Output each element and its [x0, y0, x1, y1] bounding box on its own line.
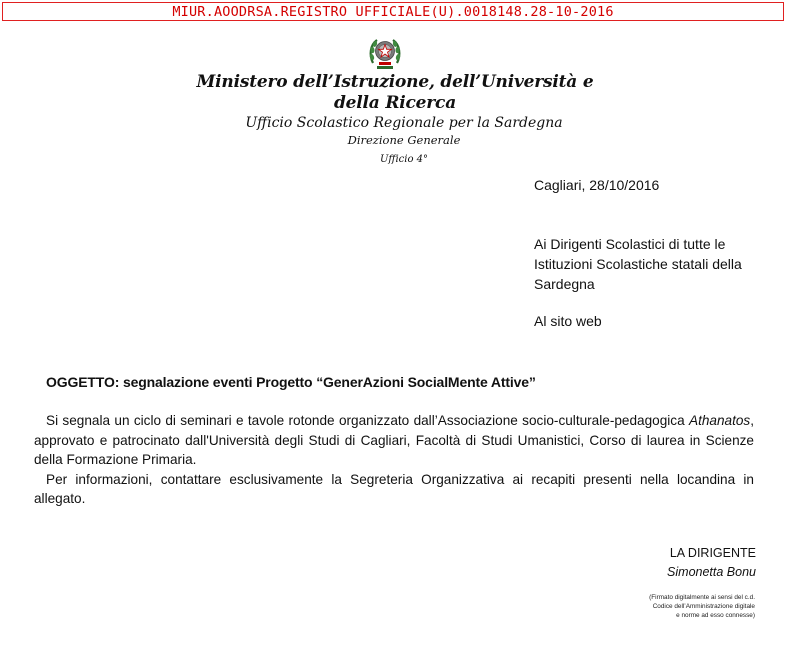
signer-name: Simonetta Bonu	[667, 565, 756, 579]
note-line: (Firmato digitalmente ai sensi del c.d.	[649, 594, 755, 601]
recipients-block	[534, 234, 774, 294]
ministry-name: Ministero dell’Istruzione, dell’Università e della Ricerca	[196, 72, 594, 113]
signature-block	[667, 544, 756, 582]
regional-office: Ufficio Scolastico Regionale per la Sardegna	[245, 115, 563, 131]
digital-signature-note	[605, 593, 755, 620]
body-paragraph-1	[34, 411, 754, 470]
recipient-line: Istituzioni Scolastiche statali della	[534, 256, 742, 272]
recipient-website: Al sito web	[534, 313, 602, 329]
subject-line: OGGETTO: segnalazione eventi Progetto “GenerAzioni SocialMente Attive”	[46, 374, 536, 390]
office-unit: Ufficio 4°	[379, 154, 429, 165]
note-line: e norme ad esso connesse)	[676, 612, 755, 619]
general-direction: Direzione Generale	[347, 133, 461, 147]
recipient-line: Sardegna	[534, 276, 595, 292]
letterhead	[190, 72, 600, 171]
note-line: Codice dell’Amministrazione digitale	[652, 603, 755, 610]
body-paragraph-2: Per informazioni, contattare esclusivamente la Segreteria Organizzativa ai recapiti presenti nella locandina in allegato.	[34, 471, 754, 506]
protocol-stamp	[2, 2, 784, 21]
protocol-number: MIUR.AOODRSA.REGISTRO UFFICIALE(U).0018148.28-10-2016	[172, 3, 614, 20]
body-text: , approvato e patrocinato dall'Università degli Studi di Cagliari, Facoltà di Studi Umanistici, Corso di laurea in Scienze della Formazione Primaria.	[34, 413, 754, 467]
signer-role: LA DIRIGENTE	[669, 546, 756, 560]
recipient-line: Ai Dirigenti Scolastici di tutte le	[534, 236, 726, 252]
body-text: Si segnala un ciclo di seminari e tavole rotonde organizzato dall’Associazione socio-culturale-pedagogica	[46, 413, 689, 428]
place-date: Cagliari, 28/10/2016	[534, 177, 660, 193]
letter-body	[34, 411, 754, 509]
italian-republic-emblem-icon	[367, 33, 403, 73]
association-name: Athanatos	[689, 413, 751, 428]
